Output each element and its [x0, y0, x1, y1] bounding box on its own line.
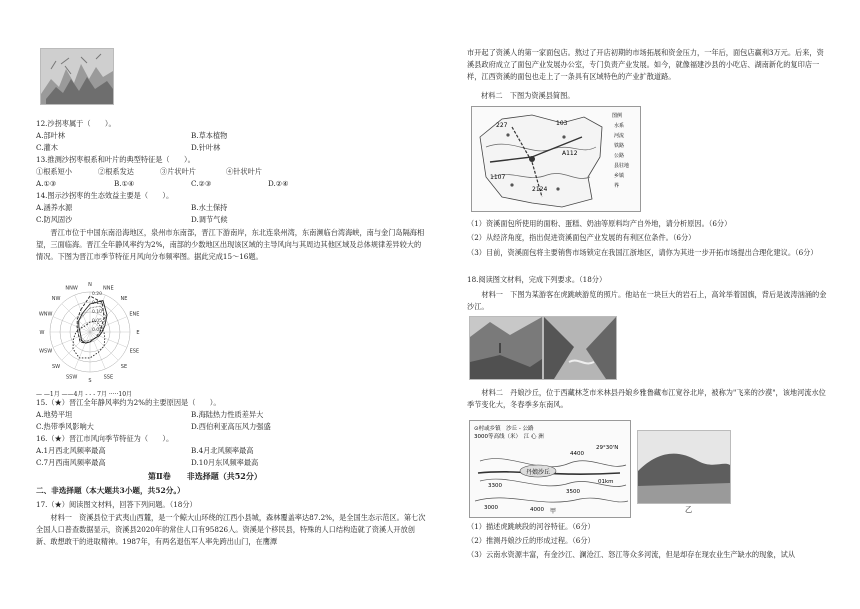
contour-4400: 4400 — [570, 451, 584, 457]
q12-stem: 12.沙拐枣属于（ ）。 — [36, 119, 116, 128]
wind-rose-legend: — —1月 ——4月 - - - 7月 ·····10月 — [36, 391, 133, 398]
wind-rose-chart — [36, 280, 166, 388]
wind-rose-direction-label: NW — [51, 296, 61, 303]
wind-rose-season-series — [73, 321, 105, 358]
wind-rose-direction-label: E — [136, 330, 140, 336]
wind-rose-spoke — [62, 332, 90, 360]
q13-feature-2: ②根系发达 — [98, 167, 134, 176]
q16-option-a[interactable]: A.1月西北风频率最高 — [36, 446, 106, 455]
wind-rose-direction-label: SSW — [65, 374, 78, 381]
q13-option-a[interactable]: A.①③ — [36, 179, 57, 188]
wind-rose-direction-label: S — [88, 378, 92, 384]
q18-part-3: （3）云南水资源丰富，有金沙江、澜沧江、怒江等众多河流，但是却存在现农业生产缺水的现象，试从 — [467, 550, 796, 559]
contour-3300: 3300 — [488, 483, 502, 489]
q18-material-2: 材料二 丹娘沙丘，位于西藏林芝市米林县丹娘乡雅鲁藏布江宽谷北岸，被称为"飞来的沙漠"，该地河流水位季节变化大，冬春季多东南风。 — [467, 388, 826, 409]
wind-rose-direction-label: NE — [120, 296, 128, 303]
q12-option-c[interactable]: C.灌木 — [36, 143, 58, 152]
wind-rose-tick-label: 0.15 — [92, 301, 103, 306]
section-2-heading: 二、非选择题（本大题共3小题，共52分。） — [36, 486, 185, 495]
map-label-a112: A112 — [562, 150, 578, 157]
wind-rose-direction-label: WSW — [39, 348, 53, 355]
tiger-leaping-gorge-photo-2 — [543, 316, 617, 380]
passage-jinjiang: 晋江市位于中国东南沿海地区，泉州市东南部，晋江下游南岸，东北连泉州湾，东南濒临台湾海峡，南与金门岛隔海相望，三面临海。晋江全年静风率约为2%，南部的少数地区出现该区域的主导风向与其周边其他区域及总体规律差异较大的情况。下图为晋江市季节特征月风向分布频率图。据此完成15～16题。 — [36, 228, 425, 261]
q17-part-3: （3）目前，资溪面包将主要销售市场锁定在我国江浙地区，请你为其进一步开拓市场提出合理化建议。（6分） — [467, 248, 818, 257]
zixi-county-map — [471, 106, 641, 212]
q15-option-a[interactable]: A.地势平坦 — [36, 410, 73, 419]
wind-rose-direction-label: SE — [120, 363, 128, 370]
q13-feature-3: ③片状叶片 — [160, 167, 196, 176]
wind-rose-direction-label: W — [39, 330, 45, 336]
wind-rose-direction-label: N — [88, 282, 92, 288]
q16-option-d[interactable]: D.10月东风频率最高 — [191, 458, 259, 467]
wind-rose-direction-label: NNE — [103, 285, 114, 292]
map-legend-road: 公路 — [614, 153, 625, 159]
dune-label: 丹娘沙丘 — [526, 469, 551, 476]
map-label-2124: 2124 — [532, 186, 548, 193]
shrub-photo — [40, 48, 114, 105]
wind-rose-tick-label: 0.20 — [92, 292, 103, 297]
q13-feature-1: ①根系短小 — [36, 167, 72, 176]
q13-feature-4: ④针状叶片 — [226, 167, 262, 176]
q12-option-a[interactable]: A.部叶林 — [36, 131, 66, 140]
q16-stem: 16.（★）晋江市风向季节特征为（ ）。 — [36, 434, 174, 443]
q16-option-b[interactable]: B.4月北风频率最高 — [191, 446, 254, 455]
q13-option-d[interactable]: D.②④ — [268, 179, 289, 188]
q14-stem: 14.图示沙拐枣的生态效益主要是（ ）。 — [36, 191, 174, 200]
wind-rose-direction-label: ENE — [129, 311, 140, 318]
q14-option-b[interactable]: B.水土保持 — [191, 203, 228, 212]
wind-rose-direction-label: WNW — [38, 311, 53, 318]
q14-option-a[interactable]: A.涵养水源 — [36, 203, 73, 212]
q18-stem: 18.阅读图文材料，完成下列要求。（18分） — [467, 275, 607, 284]
danniang-dune-map — [469, 420, 631, 518]
q15-option-b[interactable]: B.海陆热力性质差异大 — [191, 410, 264, 419]
q18-part-2: （2）推测丹娘沙丘的形成过程。（6分） — [467, 536, 595, 545]
wind-rose-spoke — [62, 304, 90, 332]
q17-stem: 17.（★）阅读图文材料，回答下列问题。（18分） — [36, 500, 197, 509]
dune-photo-tag: 乙 — [685, 505, 693, 514]
volume-2-heading: 第Ⅱ卷 非选择题（共52分） — [148, 471, 262, 481]
material-2-intro: 材料二 下图为资溪县简图。 — [481, 91, 575, 100]
material-1-continued: 市开起了资溪人的第一家面包店。熬过了开店初期的市场拓展和资金压力，一年后，面包店赢利3万元。后来，资溪县政府成立了面包产业发展办公室，专门负责产业发展。如今，就像福建沙县的小吃店、湖南新化的复印店一样，江西资溪的面包也走上了一条具有区域特色的产业扩散道路。 — [467, 48, 824, 81]
wind-rose-direction-label: ESE — [129, 348, 140, 355]
q13-stem: 13.推测沙拐枣根系和叶片的典型特征是（ ）。 — [36, 155, 195, 164]
dune-map-legend-2: 3000等高线（米） 江 心 洲 — [474, 434, 544, 440]
map-label-1107: 1107 — [490, 174, 506, 181]
q18-part-1: （1）描述虎跳峡段的河谷特征。（6分） — [467, 522, 595, 531]
q17-material-1: 材料一 资溪县位于武夷山西麓，是一个鲸大山环绕的江西小县城，森林覆盖率达87.2%，是全国生态示范区。第七次全国人口普查数据显示，资溪县2020年的常住人口有95826人。资溪是个移民县，特殊的人口结构造就了资溪人开放创新、敢想敢干的进取精神。1987年，有两名退伍军人率先跨出山门，在鹰潭 — [36, 513, 426, 546]
tiger-leaping-gorge-photo-1 — [469, 316, 543, 380]
q15-stem: 15.（★）晋江全年静风率约为2%的主要原因是（ ）。 — [36, 398, 221, 407]
q16-option-c[interactable]: C.7月西南风频率最高 — [36, 458, 106, 467]
q17-part-1: （1）资溪面包所使用的面粉、蛋糕、奶油等原料均产自外地，请分析原因。（6分） — [467, 219, 732, 228]
map-legend-title: 图例 — [612, 113, 623, 119]
q13-option-b[interactable]: B.①④ — [114, 179, 135, 188]
danniang-dune-photo — [637, 430, 731, 504]
q14-option-c[interactable]: C.防风固沙 — [36, 215, 73, 224]
scale-label: 01km — [598, 479, 614, 485]
contour-4000: 4000 — [530, 507, 544, 513]
wind-rose-tick-label: 0.05 — [92, 319, 103, 324]
q15-option-c[interactable]: C.热带季风影响大 — [36, 422, 94, 431]
q12-option-d[interactable]: D.针叶林 — [191, 143, 221, 152]
map-legend-river: 河流 — [614, 133, 625, 139]
dune-map-legend-1: ⊙村或乡镇 沙丘 - 公路 — [474, 426, 534, 432]
county-seat-marker — [529, 156, 535, 162]
wind-rose-tick-label: 0.01 — [92, 328, 103, 333]
q13-option-c[interactable]: C.②③ — [191, 179, 212, 188]
wind-rose-direction-label: SSE — [103, 374, 114, 381]
map-legend-border: 界 — [614, 183, 620, 189]
map-label-227: 227 — [496, 122, 508, 129]
map-legend-town: 乡镇 — [614, 173, 625, 179]
map-legend-water: 水系 — [614, 123, 625, 129]
wind-rose-tick-label: 0.10 — [92, 310, 103, 315]
dune-map-tag: 甲 — [550, 508, 557, 515]
q12-option-b[interactable]: B.草本植物 — [191, 131, 228, 140]
contour-3000: 3000 — [484, 505, 498, 511]
q15-option-d[interactable]: D.西伯利亚高压风力强盛 — [191, 422, 271, 431]
wind-rose-direction-label: SW — [51, 363, 61, 370]
shrub-photo-art — [41, 49, 113, 104]
latitude-label: 29°30'N — [596, 445, 619, 451]
map-legend-rail: 铁路 — [614, 143, 625, 149]
q18-material-1: 材料一 下图为某游客在虎跳峡游览的照片。他站在一块巨大的岩石上，高耸举着国旗，背后是波涛汹涌的金沙江。 — [467, 290, 827, 311]
contour-3500: 3500 — [566, 489, 580, 495]
map-legend-county: 县驻地 — [614, 163, 630, 169]
q14-option-d[interactable]: D.调节气候 — [191, 215, 228, 224]
q17-part-2: （2）从经济角度，指出促进资溪面包产业发展的有利区位条件。（6分） — [467, 233, 696, 242]
wind-rose-direction-label: NNW — [65, 285, 78, 292]
map-label-103: 103 — [556, 120, 568, 127]
